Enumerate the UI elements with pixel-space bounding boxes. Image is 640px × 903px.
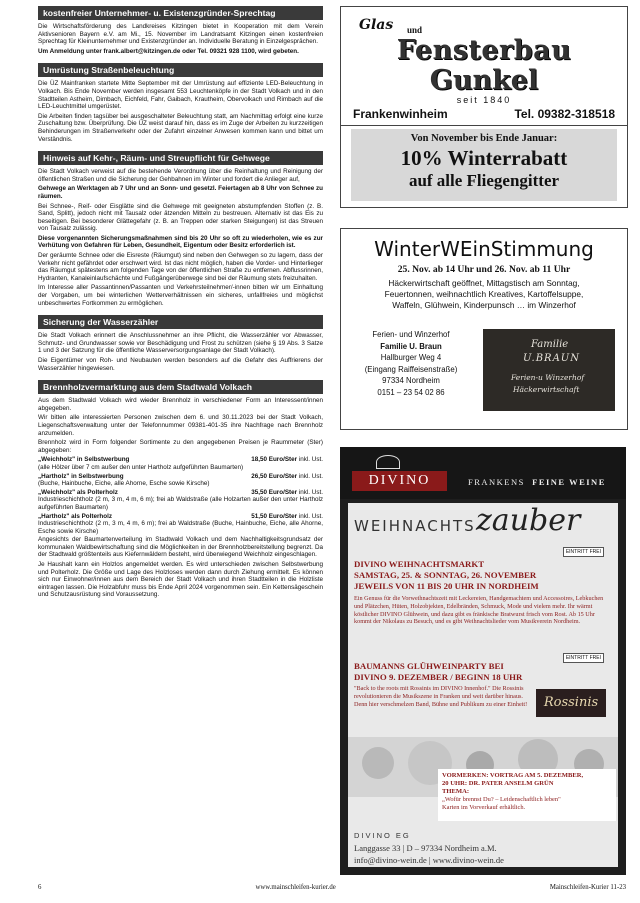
- sign-familie: Familie: [531, 339, 569, 350]
- price-list: [38, 456, 323, 535]
- ad-since: seit 1840: [456, 95, 512, 105]
- ad-und-text: und: [407, 25, 423, 35]
- section-paragraph: Die ÜZ Mainfranken startete Mitte September mit der Umrüstung auf effiziente LED-Beleuchtung in Volkach. Bis Ende November werden insgesamt 553 Leuchtenköpfe in der Stadt Volkach und in den Stadtteilen Astheim, Dimbach, Eichfeld, Fahr, Gaibach, Krautheim, Obervolkach und Rimbach auf die LED-Leuchtmittel umgerüstet.: [38, 80, 323, 111]
- footer-url: www.mainschleifen-kurier.de: [255, 884, 336, 891]
- section-paragraph: Bei Schnee-, Reif- oder Eisglätte sind die Gehwege mit geeigneten abstumpfenden Stoffen (z. B. Sand, Splitt), jedoch nicht mit Tausalz oder ätzenden Mitteln zu bestreuen. Alternativ ist das Eis zu beseitigen. Bei besonderer Glättegefahr (z. B. an Treppen oder starken Steigungen) ist das Streuen von Tausalz zulässig.: [38, 202, 323, 233]
- addr-line-1: Ferien- und Winzerhof: [372, 330, 450, 339]
- rossinis-logo: Rossinis: [536, 689, 606, 717]
- divino-card: [348, 503, 618, 867]
- price-item-name: „Weichholz" in Selbstwerbung: [38, 456, 130, 464]
- ad-title-fensterbau: Fensterbau: [396, 35, 572, 66]
- price-value: [251, 456, 323, 464]
- price-value: [251, 489, 323, 497]
- party-date: DIVINO 9. DEZEMBER / BEGINN 18 UHR: [354, 672, 523, 682]
- section-body: [38, 168, 323, 307]
- ad-winter-title: WinterWEinStimmung: [374, 237, 594, 261]
- section-body: [38, 23, 323, 55]
- section-paragraph: Gehwege an Werktagen ab 7 Uhr und an Sonn- und gesetzl. Feiertagen ab 8 Uhr von Schnee zu räumen.: [38, 185, 323, 200]
- divino-logo-icon: [376, 455, 400, 469]
- section-paragraph: Die Stadt Volkach erinnert die Anschlussnehmer an ihre Pflicht, die Wasserzähler vor Abwasser, Schmutz- und Grundwasser sowie vor Beschädigung und Frost zu schützen (siehe § 19 Abs. 3 Satze 1 und 3 der Satzung für die öffentliche Wasserversorgungsanlage der Stadt Volkach).: [38, 332, 323, 355]
- ad-title-gunkel: Gunkel: [429, 65, 539, 96]
- price-suffix: inkl. Ust.: [297, 512, 323, 520]
- ad-winter-address: [347, 329, 475, 398]
- ad-winter-line-1: Häckerwirtschaft geöffnet, Mittagstisch am Sonntag,: [388, 278, 580, 288]
- divino-header: [340, 447, 626, 499]
- section-3: [38, 315, 323, 372]
- sign-haecker: Häckerwirtschaft: [513, 385, 580, 394]
- price-row: [38, 513, 323, 521]
- section-paragraph: Diese vorgenannten Sicherungsmaßnahmen sind bis 20 Uhr so oft zu wiederholen, wie es zur Verhütung von Gefahren für Leben, Gesundheit, Eigentum oder Besitz erforderlich ist.: [38, 234, 323, 250]
- section-heading: Hinweis auf Kehr-, Räum- und Streupflicht für Gehwege: [38, 151, 323, 165]
- section-paragraph: Der geräumte Schnee oder die Eisreste (Räumgut) sind neben den Gehwegen so zu lagern, dass der Verkehr nicht gefährdet oder erschwert wird. Ist das nicht möglich, haben die Vorder- und Hinterlieger das Räumgut spätestens am folgenden Tage von der öffentlichen Straße zu entfernen. Abflussrinnen, Hydranten, Kanaleinlaufschächte und Fußgängerüberwege sind bei der Räumung stets freizuhalten.: [38, 252, 323, 282]
- section-heading: Sicherung der Wasserzähler: [38, 315, 323, 329]
- ad-winter-line-2: Feuertonnen, weihnachtlich Kreatives, Kartoffelsuppe,: [384, 289, 584, 299]
- brennholz-intro-2: Wir bitten alle interessierten Personen zwischen dem 6. und 30.11.2023 bei der Stadt Volkach, Liegenschaftsverwaltung unter der Telefonnummer 09381-401-35 ihre Nachfrage nach Brennholz anzumelden.: [38, 414, 323, 437]
- left-column: [38, 6, 323, 607]
- ad-winterweinstimmung: [340, 228, 628, 430]
- price-row: [38, 456, 323, 464]
- sections: [38, 6, 323, 372]
- ad-town: Frankenwinheim: [353, 107, 448, 121]
- section-2: [38, 151, 323, 307]
- price-suffix: inkl. Ust.: [297, 456, 323, 464]
- divino-party-heading: [354, 661, 612, 683]
- brennholz-intro-3: Brennholz wird in Form folgender Sortimente zu den angegebenen Preisen je Raummeter (Ster) abgegeben:: [38, 439, 323, 454]
- divino-eintritt-1: EINTRITT FREI: [563, 547, 604, 557]
- price-amount: 51,50 Euro/Ster: [251, 512, 298, 520]
- divino-tag-2: FEINE WEINE: [532, 477, 606, 487]
- price-note: (alle Hölzer über 7 cm außer den unter Hartholz aufgeführten Baumarten): [38, 463, 244, 471]
- addr-line-6: 0151 – 23 54 02 86: [377, 387, 445, 397]
- price-item-name: „Hartholz" als Polterholz: [38, 512, 113, 520]
- vortrag-4: „Wofür brennst Du? – Leidenschaftlich leben": [442, 796, 561, 803]
- ad-phone: Tel. 09382-318518: [514, 107, 615, 121]
- price-note: Industrieschichtholz (2 m, 3 m, 4 m, 6 m); frei ab Waldstraße (alle Holzarten außer den unter Hartholz aufgeführten Baumarten): [38, 496, 323, 511]
- price-amount: 35,50 Euro/Ster: [251, 488, 298, 496]
- price-suffix: inkl. Ust.: [297, 472, 323, 480]
- price-note: Industrieschichtholz (2 m, 3 m, 4 m, 6 m); frei ab Waldstraße (Buche, Hainbuche, Eiche, alle Ahorne, Esche sowie Kirsche): [38, 520, 323, 535]
- section-heading: Umrüstung Straßenbeleuchtung: [38, 63, 323, 77]
- ornament-1: [362, 747, 394, 779]
- price-value: [251, 513, 323, 521]
- divino-eg: DIVINO EG: [354, 831, 411, 840]
- price-value: [251, 473, 323, 481]
- divino-eintritt-2: EINTRITT FREI: [563, 653, 604, 663]
- divino-tag: [468, 477, 606, 487]
- ad-offer-line: Von November bis Ende Januar:: [410, 133, 558, 144]
- price-note: (Buche, Hainbuche, Eiche, alle Ahorne, Esche sowie Kirsche): [38, 480, 210, 488]
- divino-markt-heading: [354, 559, 612, 592]
- price-amount: 18,50 Euro/Ster: [251, 456, 298, 464]
- sign-ferienhof: Ferien-u Winzerhof: [511, 373, 585, 382]
- section-0: [38, 6, 323, 55]
- section-paragraph: Im Interesse aller Passantinnen/Passanten und Verkehrsteilnehmer/-innen bitten wir um Einhaltung der Vorgaben, um bei winterlichen Wetterverhältnissen ein sicheres, unfallfreies und möglichst unbeschwertes Fortkommen zu ermöglichen.: [38, 284, 323, 307]
- divino-contact: info@divino-wein.de | www.divino-wein.de: [354, 855, 504, 865]
- price-row: [38, 473, 323, 481]
- vortrag-3: THEMA:: [442, 788, 470, 795]
- section-body: [38, 332, 323, 372]
- addr-line-4: (Eingang Raiffeisenstraße): [364, 364, 458, 374]
- divino-address: Langgasse 33 | D – 97334 Nordheim a.M.: [354, 843, 497, 853]
- ad-offer-box: [351, 129, 617, 201]
- brennholz-intro-1: Aus dem Stadtwald Volkach wird wieder Brennholz in verschiedener Form an Interessent/innen abgegeben.: [38, 397, 323, 412]
- divino-zauber: zauber: [476, 503, 581, 538]
- footer-issue: Mainschleifen-Kurier 11-23: [549, 884, 626, 891]
- section-paragraph: Die Arbeiten finden tagsüber bei ausgeschalteter Beleuchtung statt, am Nachmittag erfolgt eine kurze Zuschaltung bzw. Überprüfung. Die ÜZ weist darauf hin, dass es im Zuge der Arbeiten zu kurzzeitigen Behinderungen im Straßenverkehr oder der Zufahrt einzelner Anwesen kommen kann und bittet um Verständnis.: [38, 112, 323, 143]
- divino-vortrag-box: [438, 769, 616, 821]
- party-title: BAUMANNS GLÜHWEINPARTY BEI: [354, 661, 504, 671]
- brennholz-body: [38, 397, 323, 599]
- markt-dates: SAMSTAG, 25. & SONNTAG, 26. NOVEMBER: [354, 570, 537, 580]
- sign-ubraun: U.BRAUN: [523, 353, 580, 364]
- vortrag-5: Karten im Vorverkauf erhältlich.: [442, 804, 526, 811]
- ad-divider: [341, 125, 627, 126]
- divino-party-text: "Back to the roots mit Rossinis im DIVINO Innenhof." Die Rossinis revolutionieren die Musikszene in Franken und weit darüber hinaus. Denn hier verschmelzen Band, Bühne und Publikum zu einer Einheit!: [354, 685, 528, 708]
- price-row: [38, 489, 323, 497]
- price-item-name: „Weichholz" als Polterholz: [38, 488, 118, 496]
- price-item-name: „Hartholz" in Selbstwerbung: [38, 472, 124, 480]
- section-paragraph: Um Anmeldung unter frank.albert@kitzingen.de oder Tel. 09321 928 1100, wird gebeten.: [38, 47, 299, 55]
- page-number: 6: [38, 884, 42, 891]
- section-heading: kostenfreier Unternehmer- u. Existenzgründer-Sprechtag: [38, 6, 323, 20]
- ad-discount: 10% Winterrabatt: [400, 146, 568, 170]
- brennholz-heading: Brennholzvermarktung aus dem Stadtwald Volkach: [38, 380, 323, 394]
- ad-divino: [340, 447, 626, 875]
- ad-glas-text: Glas: [359, 17, 394, 33]
- page-footer: [38, 884, 626, 891]
- section-paragraph: Die Wirtschaftsförderung des Landkreises Kitzingen bietet in Kooperation mit dem Verein Aktivsenioren Bayern e.V. am Mi., 15. November im Landratsamt Kitzingen einen kostenfreien Sprechtag für Kleinunternehmer und Existenzgründer an. Individuelle Beratung in Einzelgesprächen.: [38, 23, 323, 46]
- ad-winter-dates: 25. Nov. ab 14 Uhr und 26. Nov. ab 11 Uhr: [397, 264, 571, 275]
- section-paragraph: Die Stadt Volkach verweist auf die bestehende Verordnung über die Reinhaltung und Reinigung der öffentlichen Straßen und die Sicherung der Gehbahnen im Winter und fordert die Anlieger auf,: [38, 168, 323, 183]
- addr-line-5: 97334 Nordheim: [382, 376, 440, 385]
- ad-fensterbau-gunkel: [340, 6, 628, 208]
- markt-time: JEWEILS VON 11 BIS 20 UHR IN NORDHEIM: [354, 581, 539, 591]
- price-suffix: inkl. Ust.: [297, 488, 323, 496]
- section-1: [38, 63, 323, 143]
- price-amount: 26,50 Euro/Ster: [251, 472, 298, 480]
- addr-line-2: Familie U. Braun: [380, 341, 442, 351]
- section-body: [38, 80, 323, 143]
- addr-line-3: Hallburger Weg 4: [380, 353, 442, 362]
- divino-markt-text: Ein Genuss für die Vorweihnachtszeit mit Leckereien, Handgemachtem und Accessoires, Lebkuchen und Plätzchen, Hüten, Holzobjekten, Edelbränden, Schmuck, Mode und vielem mehr. Ihr wärmt köstlicher DIVINO Glühwein, und dazu gibt es fränkische Bratwurst frisch vom Rost. Ab 15 Uhr kommt der Nikolaus zu Besuch, und es gibt Weihnachtslieder vom Musikverein Nordheim.: [354, 595, 604, 626]
- ad-discount-2: auf alle Fliegengitter: [408, 171, 560, 190]
- vortrag-1: VORMERKEN: VORTRAG AM 5. DEZEMBER,: [442, 772, 584, 779]
- divino-brand: DIVINO: [352, 471, 447, 491]
- ad-winter-sign: [483, 329, 615, 411]
- ad-winter-line-3: Waffeln, Glühwein, Kinderpunsch … im Winzerhof: [392, 300, 576, 310]
- section-paragraph: Die Eigentümer von Roh- und Neubauten werden besonders auf die Gefahr des Auffrierens der Wasserzähler hingewiesen.: [38, 357, 323, 372]
- brennholz-section: [38, 380, 323, 599]
- vortrag-2: 20 UHR: DR. PATER ANSELM GRÜN: [442, 780, 554, 787]
- divino-weihnachts: WEIHNACHTS: [354, 517, 476, 535]
- markt-title: DIVINO WEIHNACHTSMARKT: [354, 559, 485, 569]
- brennholz-outro-1: Angesichts der Baumartenverteilung im Stadtwald Volkach und dem Nachhaltigkeitsgrundsatz der kommunalen Waldbewirtschaftung sind die Möglichkeiten in der Brennholzbereitstellung begrenzt. Da der Stadtwald größtenteils aus Kiefernwäldern besteht, wird überwiegend Weichholz eingeschlagen.: [38, 536, 323, 559]
- divino-tag-1: FRANKENS: [468, 477, 525, 487]
- ad-winter-programme: [341, 278, 627, 311]
- brennholz-outro-2: Je Haushalt kann ein Holzlos angemeldet werden. Es wird unterschieden zwischen Selbstwerbung und Polterholz. Die Größe und Lage des Holzloses werden dann durch Ziehung ermittelt. Es können sich nur Einwohner/innen aus dem Bereich der Stadt Volkach und ihren Stadtteilen in die Holzliste eintragen lassen. Die Holzabfuhr muss bis Ende April 2024 vorgenommen sein. Ein Kettensägeschein und Schutzausrüstung sind Voraussetzung.: [38, 561, 323, 599]
